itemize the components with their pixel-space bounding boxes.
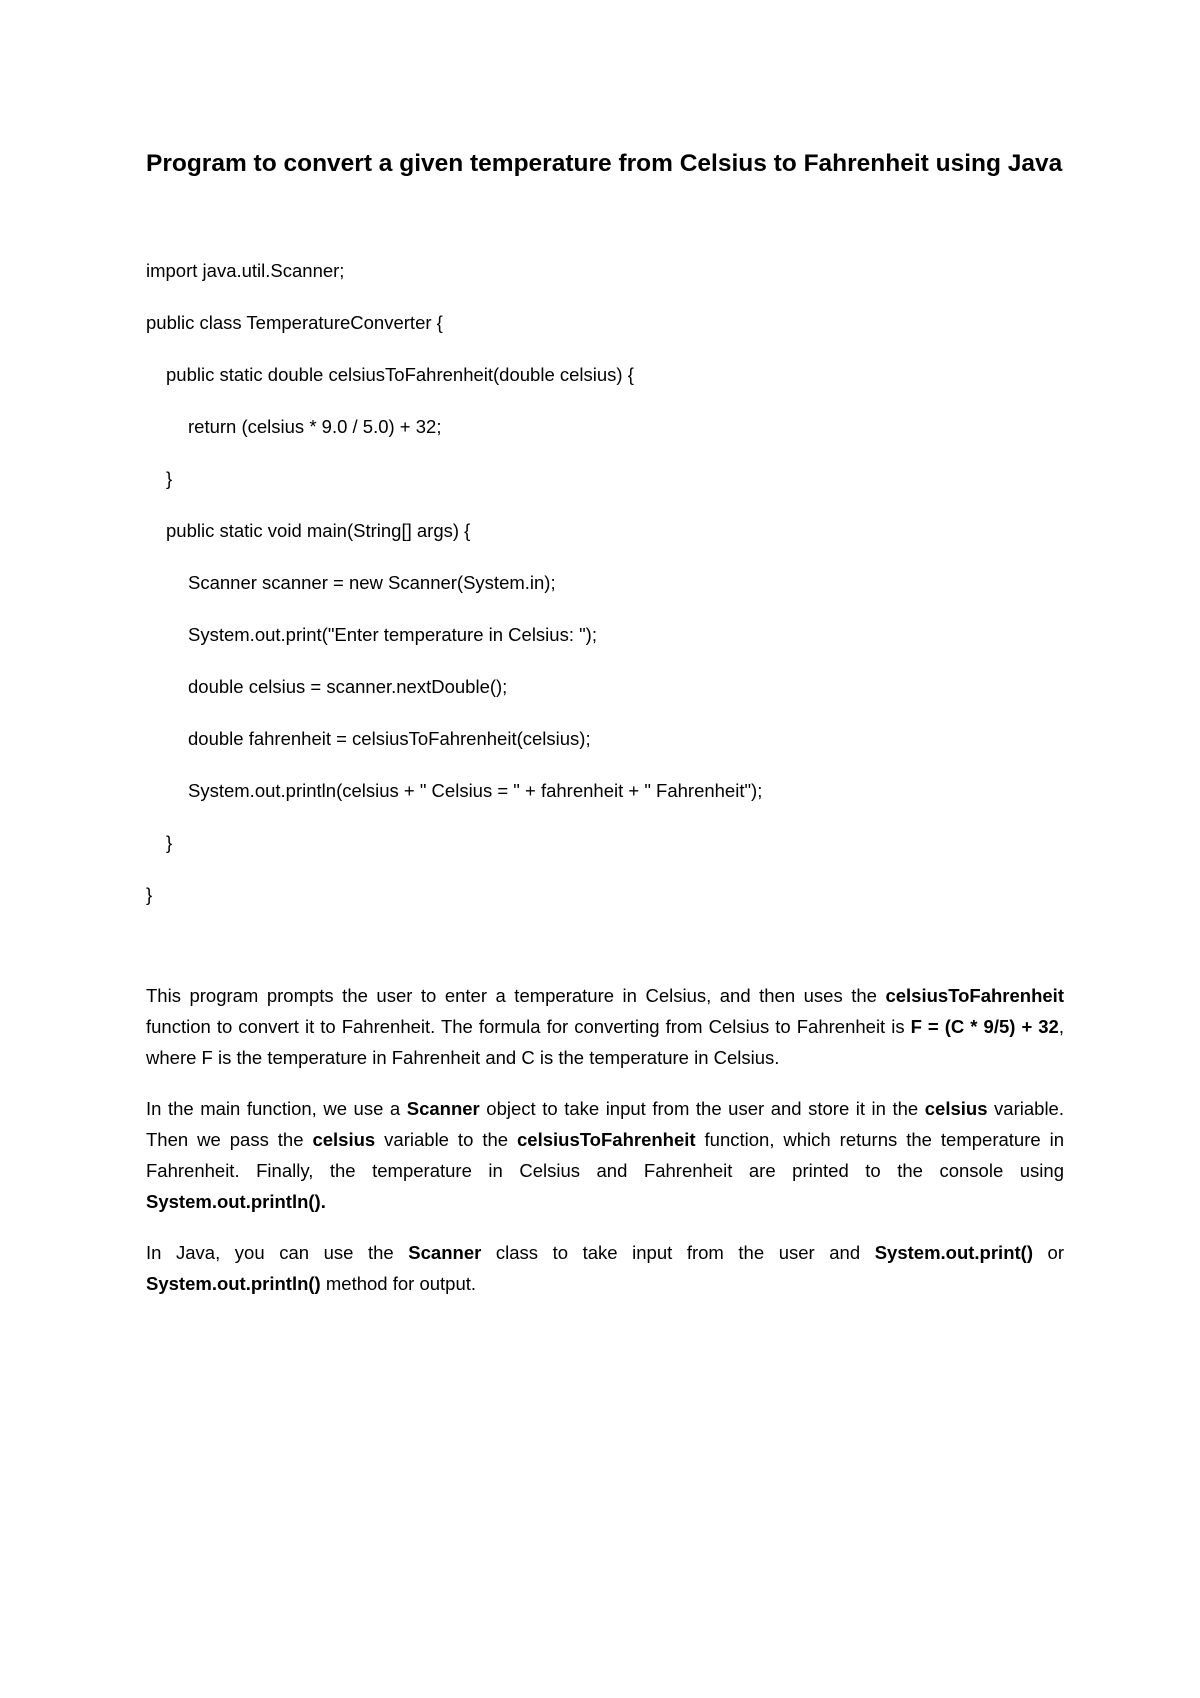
- text-run: variable to the: [375, 1129, 518, 1150]
- bold-run: F = (C * 9/5) + 32: [910, 1016, 1059, 1037]
- bold-run: celsius: [312, 1129, 376, 1150]
- bold-run: System.out.println().: [146, 1191, 326, 1212]
- bold-run: celsiusToFahrenheit: [517, 1129, 696, 1150]
- bold-run: celsius: [924, 1098, 988, 1119]
- bold-run: System.out.print(): [874, 1242, 1033, 1263]
- code-block: [146, 258, 1066, 934]
- code-line: public static void main(String[] args) {: [166, 520, 471, 541]
- code-line: import java.util.Scanner;: [146, 260, 345, 281]
- text-run: or: [1032, 1242, 1065, 1263]
- text-run: function, which returns the temperature in Fahrenheit. Finally, the temperature in Celsius and Fahrenheit are printed to the console using: [146, 1129, 1065, 1181]
- text-run: variable. Then we pass the: [146, 1098, 1064, 1150]
- text-run: In the main function, we use a: [146, 1098, 407, 1119]
- code-line: Scanner scanner = new Scanner(System.in);: [188, 572, 556, 593]
- bold-run: Scanner: [408, 1242, 482, 1263]
- paragraph-2: [146, 1093, 1064, 1217]
- code-line: }: [146, 884, 153, 905]
- bold-run: System.out.println(): [146, 1273, 321, 1294]
- code-line: double fahrenheit = celsiusToFahrenheit(celsius);: [188, 728, 591, 749]
- code-line: public static double celsiusToFahrenheit(double celsius) {: [166, 364, 634, 385]
- bold-run: celsiusToFahrenheit: [885, 985, 1064, 1006]
- code-line: }: [166, 468, 173, 489]
- text-run: This program prompts the user to enter a temperature in Celsius, and then uses the: [146, 985, 886, 1006]
- code-line: return (celsius * 9.0 / 5.0) + 32;: [188, 416, 442, 437]
- text-run: object to take input from the user and store it in the: [479, 1098, 925, 1119]
- bold-run: Scanner: [406, 1098, 480, 1119]
- text-run: function to convert it to Fahrenheit. The formula for converting from Celsius to Fahrenheit is: [146, 1016, 911, 1037]
- explanation-text: [146, 980, 1064, 1319]
- text-run: , where F is the temperature in Fahrenheit and C is the temperature in Celsius.: [146, 1016, 1064, 1068]
- text-run: class to take input from the user and: [481, 1242, 875, 1263]
- code-line: System.out.println(celsius + " Celsius = " + fahrenheit + " Fahrenheit");: [188, 780, 763, 801]
- code-line: }: [166, 832, 173, 853]
- code-line: double celsius = scanner.nextDouble();: [188, 676, 508, 697]
- paragraph-1: [146, 980, 1064, 1073]
- page-title: Program to convert a given temperature from Celsius to Fahrenheit using Java: [146, 150, 1063, 177]
- paragraph-3: [146, 1237, 1064, 1299]
- text-run: method for output.: [320, 1273, 477, 1294]
- text-run: In Java, you can use the: [146, 1242, 409, 1263]
- code-line: public class TemperatureConverter {: [146, 312, 443, 333]
- code-line: System.out.print("Enter temperature in Celsius: ");: [188, 624, 597, 645]
